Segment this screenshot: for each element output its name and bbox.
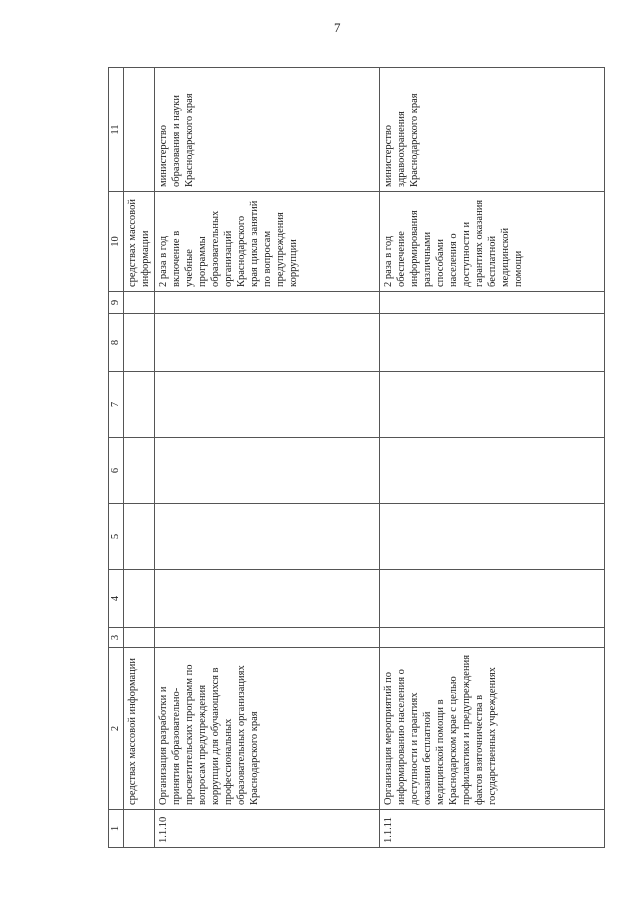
cell-activity: Организация мероприятий по информированию населения о доступности и гарантиях оказания бесплатной медицинской помощи в Краснодарском крае с целью профилактики и предупреждения фактов взяточничества в государственных учреждениях bbox=[380, 648, 605, 810]
col-header-9: 9 bbox=[109, 292, 124, 314]
page-number: 7 bbox=[334, 20, 341, 35]
col-header-3: 3 bbox=[109, 628, 124, 648]
cell-responsible: министерство образования и науки Краснодарского края bbox=[155, 68, 380, 192]
cell-result: 2 раза в год обеспечение информирования различными способами населения о доступности и гарантиях оказания бесплатной медицинской помощи bbox=[380, 192, 605, 292]
table-row bbox=[124, 68, 155, 848]
rotated-table-container bbox=[108, 68, 589, 848]
col-header-2: 2 bbox=[109, 648, 124, 810]
table-row bbox=[155, 68, 380, 848]
plan-table bbox=[108, 67, 605, 848]
cell-number: 1.1.11 bbox=[380, 810, 605, 848]
col-header-6: 6 bbox=[109, 438, 124, 504]
cell-result: 2 раза в год включение в учебные программы образовательных организаций Краснодарского края цикла занятий по вопросам предупреждения коррупции bbox=[155, 192, 380, 292]
col-header-1: 1 bbox=[109, 810, 124, 848]
cell-number bbox=[124, 810, 155, 848]
col-header-11: 11 bbox=[109, 68, 124, 192]
col-header-7: 7 bbox=[109, 372, 124, 438]
table-row bbox=[380, 68, 605, 848]
header-row bbox=[109, 68, 124, 848]
cell-activity: Организация разработки и принятия образовательно-просветительских программ по вопросам предупреждения коррупции для обучающихся в профессиональных образовательных организациях Краснодарского края bbox=[155, 648, 380, 810]
col-header-4: 4 bbox=[109, 570, 124, 628]
cell-result: средствах массовой информации bbox=[124, 192, 155, 292]
cell-number: 1.1.10 bbox=[155, 810, 380, 848]
col-header-8: 8 bbox=[109, 314, 124, 372]
col-header-10: 10 bbox=[109, 192, 124, 292]
cell-responsible bbox=[124, 68, 155, 192]
cell-activity: средствах массовой информации bbox=[124, 648, 155, 810]
cell-responsible: министерство здравоохранения Краснодарского края bbox=[380, 68, 605, 192]
col-header-5: 5 bbox=[109, 504, 124, 570]
